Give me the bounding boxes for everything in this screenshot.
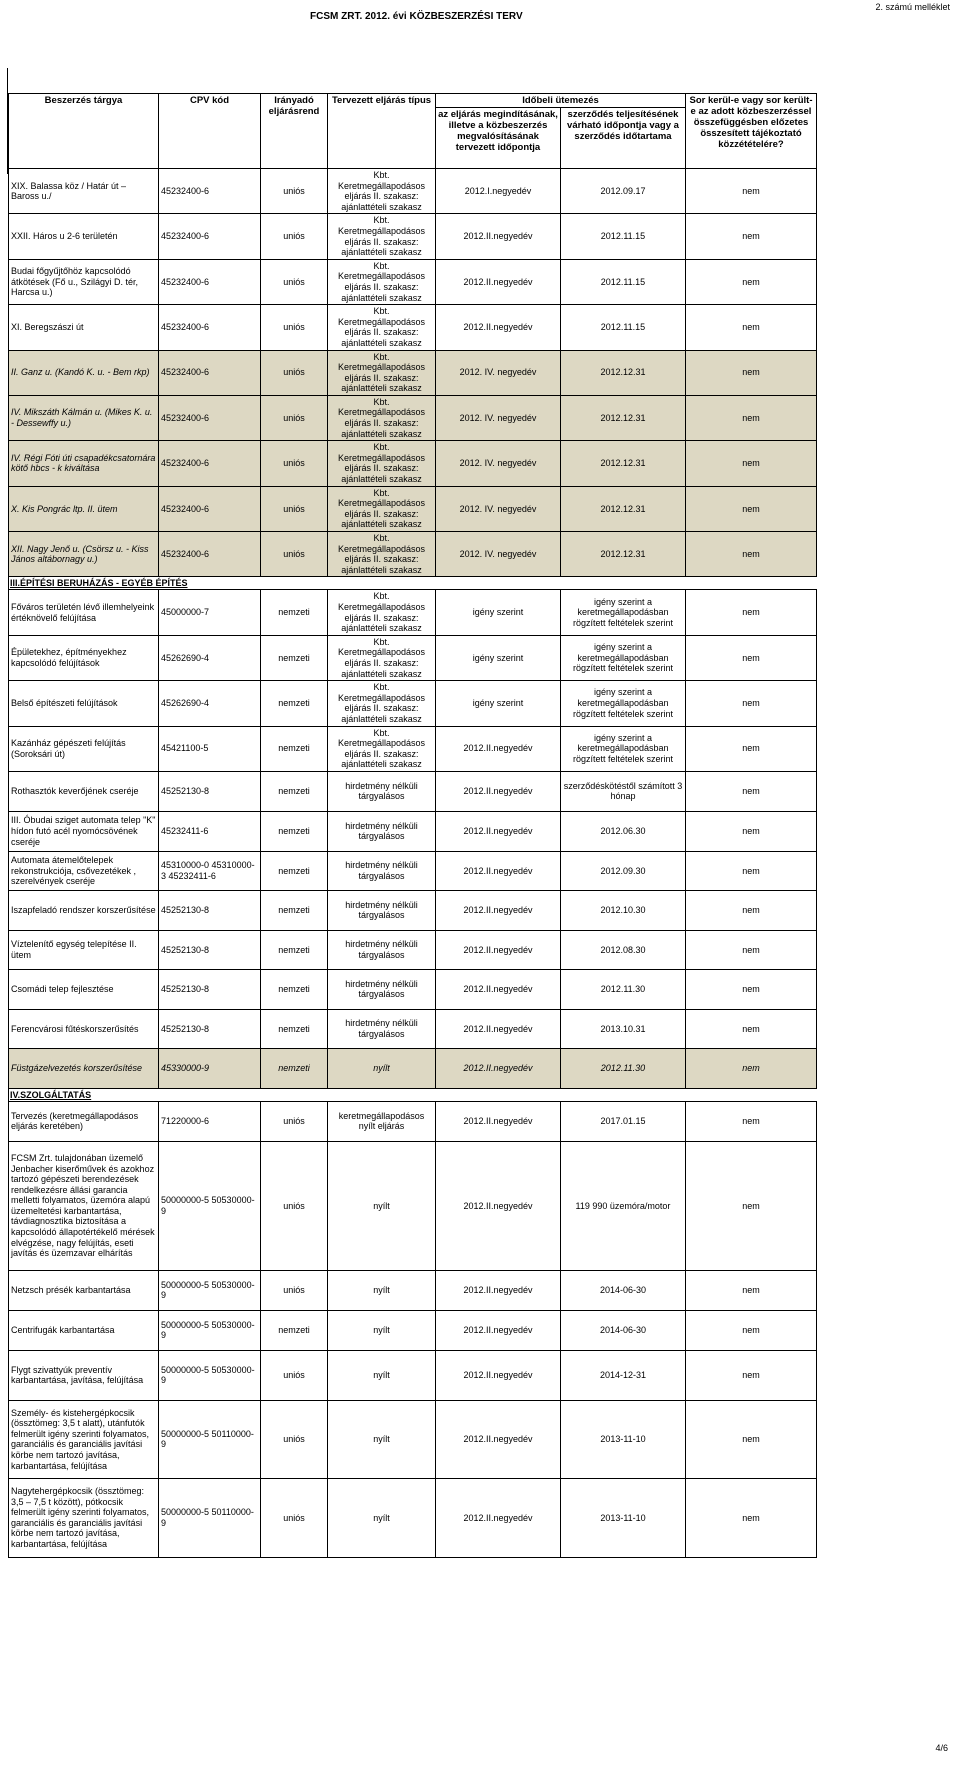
table-row [9,1310,817,1350]
procedure-cell: Kbt. Keretmegállapodásos eljárás II. szakasz: ajánlattételi szakasz [328,635,436,680]
cpv-cell: 45421100-5 [159,726,261,771]
cpv-cell: 45310000-0 45310000-3 45232411-6 [159,851,261,890]
regime-cell: uniós [261,259,328,304]
subject-cell: Automata átemelőtelepek rekonstrukciója, csővezetékek , szerelvények cseréje [9,851,159,890]
prior-notice-cell: nem [686,930,817,969]
table-row [9,590,817,635]
table-row [9,635,817,680]
header-prior-notice: Sor kerül-e vagy sor került-e az adott közbeszerzéssel összefüggésben előzetes összesített tájékoztató közzétételére? [686,94,817,169]
prior-notice-cell: nem [686,259,817,304]
completion-cell: 2013-11-10 [561,1478,686,1557]
procedure-cell: nyílt [328,1400,436,1478]
cpv-cell: 45252130-8 [159,1009,261,1048]
regime-cell: uniós [261,214,328,259]
start-date-cell: 2012. IV. negyedév [436,350,561,395]
regime-cell: uniós [261,486,328,531]
cpv-cell: 45252130-8 [159,969,261,1009]
header-regime: Irányadó eljárásrend [261,94,328,169]
table-row [9,969,817,1009]
prior-notice-cell: nem [686,1270,817,1310]
prior-notice-cell: nem [686,350,817,395]
completion-cell: 2012.12.31 [561,395,686,440]
regime-cell: uniós [261,169,328,214]
subject-cell: Ferencvárosi fűtéskorszerűsítés [9,1009,159,1048]
start-date-cell: 2012.II.negyedév [436,259,561,304]
cpv-cell: 45232400-6 [159,395,261,440]
start-date-cell: 2012. IV. negyedév [436,395,561,440]
start-date-cell: 2012.II.negyedév [436,851,561,890]
start-date-cell: 2012.II.negyedév [436,811,561,851]
section-heading-row [9,577,817,590]
start-date-cell: 2012.II.negyedév [436,305,561,350]
header-start: az eljárás megindításának, illetve a közbeszerzés megvalósításának tervezett időpontja [436,108,561,169]
completion-cell: 2014-06-30 [561,1270,686,1310]
prior-notice-cell: nem [686,590,817,635]
prior-notice-cell: nem [686,1048,817,1088]
start-date-cell: 2012.II.negyedév [436,1400,561,1478]
subject-cell: Netzsch présék karbantartása [9,1270,159,1310]
procedure-cell: nyílt [328,1048,436,1088]
table-row [9,1400,817,1478]
cpv-cell: 45252130-8 [159,890,261,930]
procedure-cell: Kbt. Keretmegállapodásos eljárás II. szakasz: ajánlattételi szakasz [328,726,436,771]
cpv-cell: 45232400-6 [159,214,261,259]
procedure-cell: Kbt. Keretmegállapodásos eljárás II. szakasz: ajánlattételi szakasz [328,305,436,350]
procedure-cell: Kbt. Keretmegállapodásos eljárás II. szakasz: ajánlattételi szakasz [328,350,436,395]
subject-cell: Épületekhez, építményekhez kapcsolódó felújítások [9,635,159,680]
regime-cell: uniós [261,395,328,440]
section-heading-row [9,1088,817,1101]
cpv-cell: 50000000-5 50110000-9 [159,1400,261,1478]
completion-cell: 2012.11.15 [561,259,686,304]
procedure-cell: Kbt. Keretmegállapodásos eljárás II. szakasz: ajánlattételi szakasz [328,532,436,577]
subject-cell: Iszapfeladó rendszer korszerűsítése [9,890,159,930]
regime-cell: uniós [261,1101,328,1141]
completion-cell: igény szerint a keretmegállapodásban rögzített feltételek szerint [561,635,686,680]
regime-cell: nemzeti [261,726,328,771]
prior-notice-cell: nem [686,811,817,851]
cpv-cell: 45252130-8 [159,930,261,969]
table-row [9,811,817,851]
completion-cell: 2014-12-31 [561,1350,686,1400]
regime-cell: uniós [261,1141,328,1270]
prior-notice-cell: nem [686,1400,817,1478]
start-date-cell: 2012.II.negyedév [436,1350,561,1400]
start-date-cell: 2012.II.negyedév [436,930,561,969]
regime-cell: nemzeti [261,811,328,851]
completion-cell: 2012.12.31 [561,486,686,531]
start-date-cell: 2012.II.negyedév [436,214,561,259]
regime-cell: nemzeti [261,590,328,635]
prior-notice-cell: nem [686,635,817,680]
subject-cell: IV. Régi Fóti úti csapadékcsatornára kötő hbcs - k kiváltása [9,441,159,486]
subject-cell: XII. Nagy Jenő u. (Csörsz u. - Kiss János altábornagy u.) [9,532,159,577]
procedure-cell: Kbt. Keretmegállapodásos eljárás II. szakasz: ajánlattételi szakasz [328,214,436,259]
table-row [9,350,817,395]
header-completion: szerződés teljesítésének várható időpontja vagy a szerződés időtartama [561,108,686,169]
procedure-cell: hirdetmény nélküli tárgyalásos [328,1009,436,1048]
start-date-cell: 2012. IV. negyedév [436,486,561,531]
cpv-cell: 50000000-5 50530000-9 [159,1350,261,1400]
completion-cell: 2012.11.15 [561,305,686,350]
table-row [9,930,817,969]
cpv-cell: 50000000-5 50530000-9 [159,1141,261,1270]
subject-cell: Füstgázelvezetés korszerűsítése [9,1048,159,1088]
cpv-cell: 50000000-5 50110000-9 [159,1478,261,1557]
subject-cell: Flygt szivattyúk preventív karbantartása, javítása, felújítása [9,1350,159,1400]
table-row [9,441,817,486]
regime-cell: nemzeti [261,890,328,930]
completion-cell: 2012.11.30 [561,1048,686,1088]
prior-notice-cell: nem [686,1101,817,1141]
completion-cell: 2013-11-10 [561,1400,686,1478]
procedure-cell: nyílt [328,1141,436,1270]
completion-cell: 2013.10.31 [561,1009,686,1048]
table-row [9,259,817,304]
completion-cell: igény szerint a keretmegállapodásban rögzített feltételek szerint [561,590,686,635]
regime-cell: nemzeti [261,681,328,726]
procedure-cell: Kbt. Keretmegállapodásos eljárás II. szakasz: ajánlattételi szakasz [328,590,436,635]
cpv-cell: 45262690-4 [159,681,261,726]
subject-cell: Csomádi telep fejlesztése [9,969,159,1009]
procedure-cell: hirdetmény nélküli tárgyalásos [328,851,436,890]
regime-cell: nemzeti [261,771,328,811]
procedure-cell: Kbt. Keretmegállapodásos eljárás II. szakasz: ajánlattételi szakasz [328,441,436,486]
completion-cell: 2012.11.30 [561,969,686,1009]
subject-cell: Kazánház gépészeti felújítás (Soroksári út) [9,726,159,771]
start-date-cell: 2012.II.negyedév [436,1270,561,1310]
completion-cell: 2012.09.17 [561,169,686,214]
regime-cell: uniós [261,350,328,395]
start-date-cell: 2012.II.negyedév [436,1310,561,1350]
table-row [9,532,817,577]
cpv-cell: 45232400-6 [159,486,261,531]
completion-cell: 2012.08.30 [561,930,686,969]
annex-label: 2. számú melléklet [875,2,950,12]
subject-cell: XI. Beregszászi út [9,305,159,350]
subject-cell: XIX. Balassa köz / Határ út – Baross u./ [9,169,159,214]
procedure-cell: Kbt. Keretmegállapodásos eljárás II. szakasz: ajánlattételi szakasz [328,681,436,726]
table-row [9,214,817,259]
subject-cell: III. Óbudai sziget automata telep "K" hídon futó acél nyomócsövének cseréje [9,811,159,851]
start-date-cell: igény szerint [436,635,561,680]
prior-notice-cell: nem [686,771,817,811]
page-number: 4/6 [935,1743,948,1753]
start-date-cell: 2012. IV. negyedév [436,532,561,577]
prior-notice-cell: nem [686,1350,817,1400]
completion-cell: 2014-06-30 [561,1310,686,1350]
prior-notice-cell: nem [686,395,817,440]
subject-cell: Nagytehergépkocsik (össztömeg: 3,5 – 7,5 t között), pótkocsik felmerült igény szerinti folyamatos, garanciális és garanciális javítási körbe nem tartozó javítása, karbantartása, felújítása [9,1478,159,1557]
procedure-cell: nyílt [328,1478,436,1557]
subject-cell: Centrifugák karbantartása [9,1310,159,1350]
subject-cell: IV. Mikszáth Kálmán u. (Mikes K. u. - Dessewffy u.) [9,395,159,440]
completion-cell: 2012.12.31 [561,441,686,486]
cpv-cell: 50000000-5 50530000-9 [159,1310,261,1350]
prior-notice-cell: nem [686,681,817,726]
procedure-cell: Kbt. Keretmegállapodásos eljárás II. szakasz: ajánlattételi szakasz [328,259,436,304]
table-row [9,890,817,930]
procedure-cell: Kbt. Keretmegállapodásos eljárás II. szakasz: ajánlattételi szakasz [328,169,436,214]
table-row [9,1048,817,1088]
regime-cell: uniós [261,305,328,350]
subject-cell: Rothasztók keverőjének cseréje [9,771,159,811]
prior-notice-cell: nem [686,305,817,350]
prior-notice-cell: nem [686,969,817,1009]
table-row [9,851,817,890]
start-date-cell: 2012.II.negyedév [436,771,561,811]
regime-cell: nemzeti [261,1048,328,1088]
section-title: IV.SZOLGÁLTATÁS [9,1088,817,1101]
regime-cell: nemzeti [261,1310,328,1350]
subject-cell: X. Kis Pongrác ltp. II. ütem [9,486,159,531]
table-row [9,169,817,214]
prior-notice-cell: nem [686,1310,817,1350]
table-row [9,1350,817,1400]
completion-cell: 2012.12.31 [561,532,686,577]
prior-notice-cell: nem [686,214,817,259]
table-row [9,681,817,726]
completion-cell: igény szerint a keretmegállapodásban rögzített feltételek szerint [561,726,686,771]
subject-cell: Tervezés (keretmegállapodásos eljárás keretében) [9,1101,159,1141]
table-row [9,1009,817,1048]
cpv-cell: 45232400-6 [159,305,261,350]
table-row [9,486,817,531]
completion-cell: szerződéskötéstől számított 3 hónap [561,771,686,811]
start-date-cell: 2012.II.negyedév [436,1101,561,1141]
procedure-cell: nyílt [328,1270,436,1310]
prior-notice-cell: nem [686,532,817,577]
start-date-cell: 2012.II.negyedév [436,1478,561,1557]
regime-cell: nemzeti [261,1009,328,1048]
cpv-cell: 45232411-6 [159,811,261,851]
subject-cell: Személy- és kistehergépkocsik (össztömeg: 3,5 t alatt), utánfutók felmerült igény szerinti folyamatos, garanciális és garanciális javítási körbe nem tartozó javítása, karbantartása, felújítása [9,1400,159,1478]
header-procedure: Tervezett eljárás típus [328,94,436,169]
regime-cell: nemzeti [261,851,328,890]
subject-cell: XXII. Háros u 2-6 területén [9,214,159,259]
start-date-cell: 2012.II.negyedév [436,1048,561,1088]
cpv-cell: 45232400-6 [159,169,261,214]
completion-cell: 2012.11.15 [561,214,686,259]
subject-cell: Víztelenítő egység telepítése II. ütem [9,930,159,969]
prior-notice-cell: nem [686,1141,817,1270]
regime-cell: uniós [261,1350,328,1400]
section-title: III.ÉPÍTÉSI BERUHÁZÁS - EGYÉB ÉPÍTÉS [9,577,817,590]
cpv-cell: 45262690-4 [159,635,261,680]
table-row [9,305,817,350]
cpv-cell: 45232400-6 [159,259,261,304]
completion-cell: 2012.10.30 [561,890,686,930]
completion-cell: 2012.06.30 [561,811,686,851]
start-date-cell: igény szerint [436,590,561,635]
table-row [9,1478,817,1557]
start-date-cell: 2012.I.negyedév [436,169,561,214]
procedure-cell: nyílt [328,1350,436,1400]
cpv-cell: 45232400-6 [159,441,261,486]
cpv-cell: 71220000-6 [159,1101,261,1141]
subject-cell: Budai főgyűjtőhöz kapcsolódó átkötések (Fő u., Szilágyi D. tér, Harcsa u.) [9,259,159,304]
procedure-cell: hirdetmény nélküli tárgyalásos [328,969,436,1009]
table-row [9,726,817,771]
procedure-cell: hirdetmény nélküli tárgyalásos [328,930,436,969]
regime-cell: uniós [261,441,328,486]
procedure-cell: hirdetmény nélküli tárgyalásos [328,890,436,930]
cpv-cell: 45232400-6 [159,532,261,577]
regime-cell: nemzeti [261,969,328,1009]
table-row [9,395,817,440]
subject-cell: FCSM Zrt. tulajdonában üzemelő Jenbacher kiserőművek és azokhoz tartozó gépészeti berendezések rendelkezésre állási garancia melletti folyamatos, üzemóra alapú üzemeltetési karbantartása, távdiagnosztika biztosítása a kapcsolódó állapotértékelő mérések elvégzése, nagy felújítás, eseti javítás és üzemzavar elhárítás [9,1141,159,1270]
procedure-cell: nyílt [328,1310,436,1350]
start-date-cell: 2012.II.negyedév [436,1009,561,1048]
regime-cell: uniós [261,1478,328,1557]
regime-cell: uniós [261,1400,328,1478]
cpv-cell: 50000000-5 50530000-9 [159,1270,261,1310]
table-row [9,1270,817,1310]
table-row [9,771,817,811]
table-row [9,1101,817,1141]
document-title: FCSM ZRT. 2012. évi KÖZBESZERZÉSI TERV [310,11,523,22]
procedure-cell: Kbt. Keretmegállapodásos eljárás II. szakasz: ajánlattételi szakasz [328,486,436,531]
completion-cell: 2012.09.30 [561,851,686,890]
regime-cell: uniós [261,532,328,577]
completion-cell: igény szerint a keretmegállapodásban rögzített feltételek szerint [561,681,686,726]
procedure-cell: keretmegállapodásos nyílt eljárás [328,1101,436,1141]
prior-notice-cell: nem [686,486,817,531]
prior-notice-cell: nem [686,1478,817,1557]
plan-body [9,169,817,1558]
subject-cell: Főváros területén lévő illemhelyeink értéknövelő felújítása [9,590,159,635]
regime-cell: nemzeti [261,635,328,680]
cpv-cell: 45252130-8 [159,771,261,811]
regime-cell: uniós [261,1270,328,1310]
cpv-cell: 45330000-9 [159,1048,261,1088]
regime-cell: nemzeti [261,930,328,969]
start-date-cell: 2012.II.negyedév [436,969,561,1009]
prior-notice-cell: nem [686,1009,817,1048]
start-date-cell: 2012.II.negyedév [436,726,561,771]
cpv-cell: 45000000-7 [159,590,261,635]
procedure-cell: hirdetmény nélküli tárgyalásos [328,811,436,851]
completion-cell: 2012.12.31 [561,350,686,395]
completion-cell: 119 990 üzemóra/motor [561,1141,686,1270]
start-date-cell: 2012. IV. negyedév [436,441,561,486]
prior-notice-cell: nem [686,851,817,890]
subject-cell: II. Ganz u. (Kandó K. u. - Bem rkp) [9,350,159,395]
header-schedule: Időbeli ütemezés [436,94,686,108]
procedure-cell: Kbt. Keretmegállapodásos eljárás II. szakasz: ajánlattételi szakasz [328,395,436,440]
cpv-cell: 45232400-6 [159,350,261,395]
start-date-cell: 2012.II.negyedév [436,1141,561,1270]
procurement-plan-table [8,93,817,1558]
table-row [9,1141,817,1270]
start-date-cell: 2012.II.negyedév [436,890,561,930]
prior-notice-cell: nem [686,441,817,486]
header-subject: Beszerzés tárgya [9,94,159,169]
procedure-cell: hirdetmény nélküli tárgyalásos [328,771,436,811]
prior-notice-cell: nem [686,890,817,930]
prior-notice-cell: nem [686,169,817,214]
header-cpv: CPV kód [159,94,261,169]
start-date-cell: igény szerint [436,681,561,726]
prior-notice-cell: nem [686,726,817,771]
completion-cell: 2017.01.15 [561,1101,686,1141]
subject-cell: Belső építészeti felújítások [9,681,159,726]
